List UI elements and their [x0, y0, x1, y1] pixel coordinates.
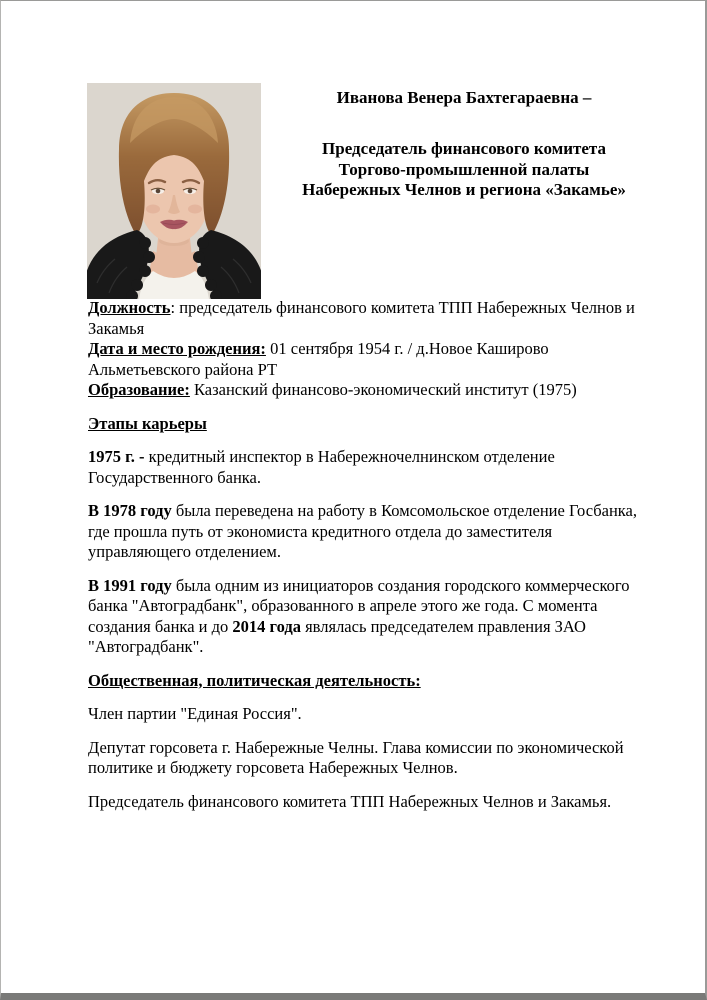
education-value: Казанский финансово-экономический институт (1975) [189, 380, 577, 399]
career-item-year: В 1991 году [88, 575, 172, 595]
career-item-text: была переведена на работу в Комсомольское отделение Госбанка, где прошла путь от экономиста кредитного отдела до заместителя управляющего отделением. [88, 501, 637, 561]
career-item-year: В 1978 году [88, 501, 172, 520]
public-activity-paragraph-1: Член партии "Единая Россия". [88, 704, 302, 723]
career-item-text: была одним из инициаторов создания городского коммерческого банка "Автоградбанк", образованного в апреле этого же года. С момента создания банка и до [88, 575, 630, 636]
portrait-illustration [87, 83, 261, 299]
person-title [281, 139, 647, 201]
position-value: : председатель финансового комитета ТПП Набережных Челнов и Закамья [88, 298, 635, 338]
public-activity-paragraph-2: Депутат горсовета г. Набережные Челны. Глава комиссии по экономической политике и бюджету горсовета Набережных Челнов. [88, 737, 624, 777]
info-paragraph [88, 298, 644, 401]
portrait-photo [87, 83, 261, 299]
career-item-year-2: 2014 года [232, 616, 301, 636]
career-item-1978 [88, 501, 644, 563]
public-activity-paragraph-3: Председатель финансового комитета ТПП Набережных Челнов и Закамья. [88, 791, 612, 811]
public-activity-heading: Общественная, политическая деятельность: [88, 670, 421, 690]
career-item-year: 1975 г. - [88, 447, 145, 466]
bio-body [88, 298, 644, 825]
person-title-line-3: Набережных Челнов и региона «Закамье» [302, 180, 626, 199]
birth-label: Дата и место рождения: [88, 339, 266, 358]
education-label: Образование: [88, 380, 190, 399]
career-item-1991 [88, 576, 644, 658]
person-title-line-1: Председатель финансового комитета [322, 139, 606, 158]
career-item-text: кредитный инспектор в Набережночелнинском отделение Государственного банка. [88, 447, 555, 487]
header-block [281, 87, 647, 201]
person-title-line-2: Торгово-промышленной палаты [338, 159, 590, 179]
career-item-1975 [88, 447, 644, 488]
position-label: Должность [88, 298, 171, 317]
person-name: Иванова Венера Бахтегараевна – [336, 88, 592, 107]
career-heading: Этапы карьеры [88, 413, 207, 433]
career-item-text-2: являлась председателем правления ЗАО "Автоградбанк". [88, 616, 586, 656]
birth-value: 01 сентября 1954 г. / д.Новое Каширово Альметьевского района РТ [88, 339, 549, 379]
